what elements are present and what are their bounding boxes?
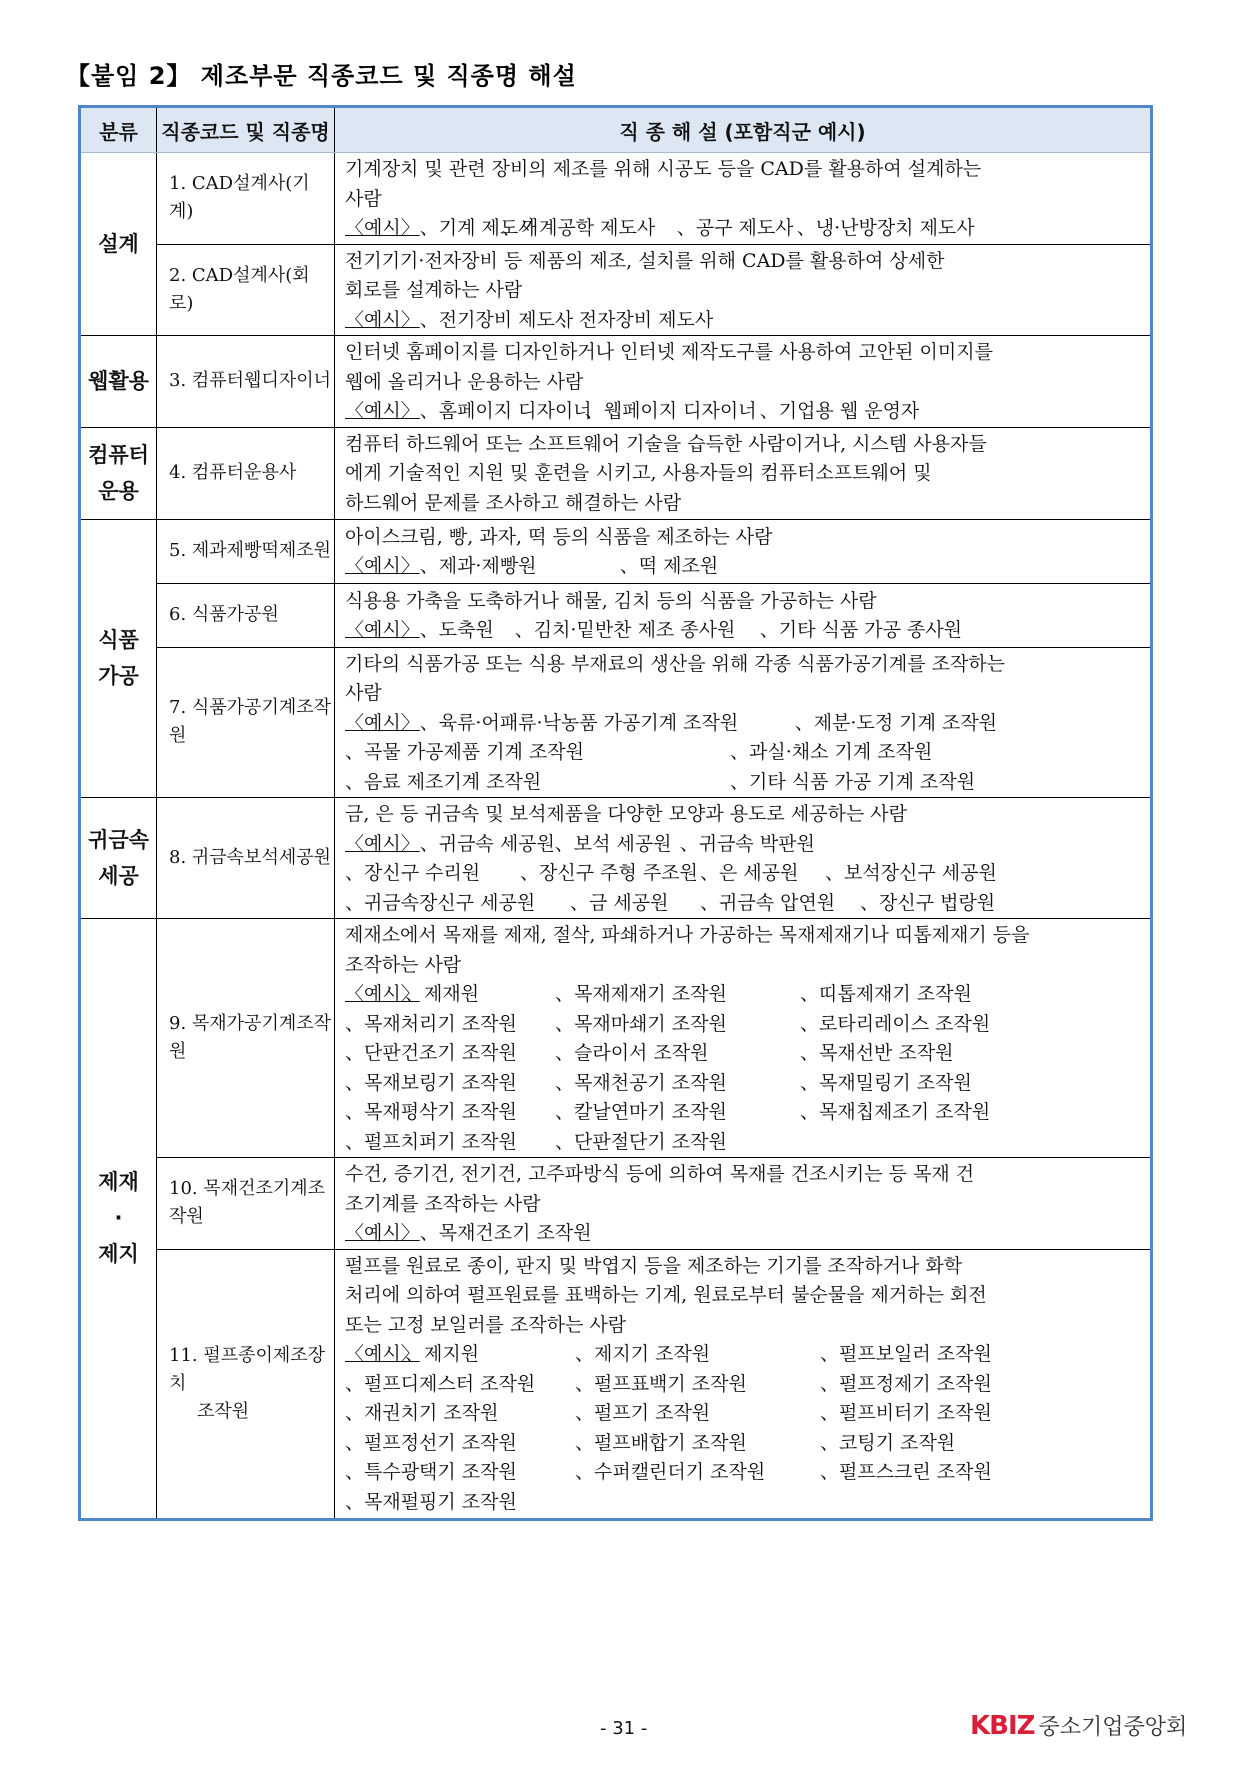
table-row xyxy=(80,153,1152,245)
example-item: 、장신구 수리원 xyxy=(345,862,481,884)
table-row xyxy=(80,647,1152,798)
desc-line: 전기기기·전자장비 등 제품의 제조, 설치를 위해 CAD를 활용하여 상세한 xyxy=(345,249,945,272)
example-item: 、음료 제조기계 조작원 xyxy=(345,770,542,793)
example-item: 、목재천공기 조작원 xyxy=(555,1071,727,1094)
example-item: 、냉·난방장치 제도사 xyxy=(796,217,975,239)
job-code-cell: 8. 귀금속보석세공원 xyxy=(157,798,335,919)
example-label: 〈예시〉 xyxy=(345,711,420,734)
job-code-cell: 10. 목재건조기계조작원 xyxy=(157,1158,335,1250)
header-code: 직종코드 및 직종명 xyxy=(157,107,335,153)
example-label: 〈예시〉 xyxy=(345,619,420,641)
table-row xyxy=(80,336,1152,428)
job-code-table xyxy=(78,105,1153,1521)
example-line xyxy=(345,1069,1142,1099)
job-description-cell xyxy=(335,1158,1152,1250)
example-item: 、떡 제조원 xyxy=(619,555,719,577)
table-row xyxy=(80,798,1152,919)
table-row xyxy=(80,1249,1152,1519)
example-item: 、보석 세공원 xyxy=(554,832,672,855)
page-number: - 31 - xyxy=(600,1718,648,1739)
example-item: 、펄프디제스터 조작원 xyxy=(345,1372,536,1395)
example-item: 、특수광택기 조작원 xyxy=(345,1461,517,1484)
job-code-cell: 1. CAD설계사(기계) xyxy=(157,153,335,245)
desc-line: 조작하는 사람 xyxy=(345,953,462,976)
example-item: 、목재보링기 조작원 xyxy=(345,1071,517,1094)
example-label: 〈예시〉 xyxy=(345,308,420,331)
example-item: 、귀금속 세공원 xyxy=(419,832,555,855)
category-label: 식품 xyxy=(98,628,139,653)
example-item: 、목재평삭기 조작원 xyxy=(345,1101,517,1123)
example-line xyxy=(345,889,1142,919)
example-item: 、단판절단기 조작원 xyxy=(555,1130,727,1153)
desc-line: 하드웨어 문제를 조사하고 해결하는 사람 xyxy=(345,491,682,514)
example-item: 、제지기 조작원 xyxy=(575,1343,711,1366)
job-description-cell xyxy=(335,798,1152,919)
example-line xyxy=(345,1010,1142,1040)
category-label: 제지 xyxy=(98,1242,139,1267)
example-label: 〈예시〉 xyxy=(345,832,420,855)
example-line xyxy=(345,980,1142,1010)
example-item: 、목재처리기 조작원 xyxy=(345,1012,517,1035)
job-code-cell: 3. 컴퓨터웹디자이너 xyxy=(157,336,335,428)
header-category: 분류 xyxy=(80,107,157,153)
example-item: 、김치·밑반찬 제조 종사원 xyxy=(514,619,736,641)
example-line xyxy=(345,1488,1142,1518)
example-item: 、기타 식품 가공 기계 조작원 xyxy=(730,770,976,793)
kbiz-logo xyxy=(970,1710,1187,1741)
example-line xyxy=(345,1370,1142,1400)
example-item: 、귀금속 박판원 xyxy=(679,832,815,855)
table-row xyxy=(80,919,1152,1158)
desc-line: 기타의 식품가공 또는 식용 부재료의 생산을 위해 각종 식품가공기계를 조작하는 xyxy=(345,652,1006,675)
page-title: 【붙임 2】 제조부문 직종코드 및 직종명 해설 xyxy=(66,62,577,90)
example-item: 、장신구 법랑원 xyxy=(860,891,996,914)
example-item: 、수퍼캘린더기 조작원 xyxy=(575,1461,766,1484)
job-code-cell: 7. 식품가공기계조작원 xyxy=(157,647,335,798)
example-line xyxy=(345,1219,1142,1249)
job-code-cell xyxy=(157,1249,335,1519)
example-item: 、금 세공원 xyxy=(570,891,669,914)
category-label: 컴퓨터 xyxy=(88,443,149,467)
example-item: 、목재건조기 조작원 xyxy=(419,1222,592,1244)
example-item: 、도축원 xyxy=(419,619,494,641)
table-row xyxy=(80,427,1152,519)
desc-line: 조기계를 조작하는 사람 xyxy=(345,1192,541,1215)
desc-line: 에게 기술적인 지원 및 훈련을 시키고, 사용자들의 컴퓨터소프트웨어 및 xyxy=(345,462,932,485)
example-line xyxy=(345,1399,1142,1429)
example-item: 、육류·어패류·낙농품 가공기계 조작원 xyxy=(419,711,739,734)
example-label: 〈예시〉 xyxy=(345,555,420,577)
example-line xyxy=(345,1429,1142,1459)
example-item: 、목재제재기 조작원 xyxy=(555,983,727,1005)
logo-brand: KBIZ xyxy=(970,1711,1035,1741)
example-item: 、로타리레이스 조작원 xyxy=(800,1012,991,1035)
desc-line: 펄프를 원료로 종이, 판지 및 박엽지 등을 제조하는 기기를 조작하거나 화학 xyxy=(345,1254,963,1277)
example-item: 、코팅기 조작원 xyxy=(820,1431,956,1454)
category-label: 설계 xyxy=(98,232,139,256)
job-description-cell xyxy=(335,244,1152,336)
example-item: 、제재원 xyxy=(405,983,480,1005)
example-item: 、장신구 주형 주조원 xyxy=(520,862,698,884)
example-label: 〈예시〉 xyxy=(345,1343,420,1366)
example-line xyxy=(345,859,1142,889)
example-line xyxy=(345,397,1142,427)
desc-line: 수건, 증기건, 전기건, 고주파방식 등에 의하여 목재를 건조시키는 등 목재 건 xyxy=(345,1163,975,1185)
example-line xyxy=(345,768,1142,798)
category-label: 가공 xyxy=(98,664,139,689)
example-item: 、단판건조기 조작원 xyxy=(345,1042,517,1064)
category-label: 제재 xyxy=(98,1170,139,1195)
example-line xyxy=(345,306,1142,336)
desc-line: 컴퓨터 하드웨어 또는 소프트웨어 기술을 습득한 사람이거나, 시스템 사용자들 xyxy=(345,432,987,455)
example-label: 〈예시〉 xyxy=(345,217,420,239)
job-code-cell: 6. 식품가공원 xyxy=(157,583,335,647)
example-item: 、펄프치퍼기 조작원 xyxy=(345,1130,517,1153)
example-item: 、제분·도정 기계 조작원 xyxy=(794,711,998,734)
job-description-cell xyxy=(335,919,1152,1158)
table-row xyxy=(80,583,1152,647)
example-line xyxy=(345,616,1142,646)
desc-line: 사람 xyxy=(345,682,382,704)
example-line xyxy=(345,1340,1142,1370)
logo-name: 중소기업중앙회 xyxy=(1038,1715,1188,1740)
example-item: 、웹페이지 디자이너 xyxy=(584,400,757,422)
job-description-cell xyxy=(335,153,1152,245)
job-description-cell xyxy=(335,427,1152,519)
job-description-cell xyxy=(335,647,1152,798)
job-description-cell xyxy=(335,1249,1152,1519)
example-item: 、펄프보일러 조작원 xyxy=(820,1343,992,1366)
example-line xyxy=(345,738,1142,768)
job-code-label: 조작원 xyxy=(197,1400,250,1422)
desc-line: 인터넷 홈페이지를 디자인하거나 인터넷 제작도구를 사용하여 고안된 이미지를 xyxy=(345,341,993,363)
table-row xyxy=(80,244,1152,336)
example-line xyxy=(345,1098,1142,1128)
example-item: 、홈페이지 디자이너 xyxy=(419,400,592,422)
job-code-cell: 4. 컴퓨터운용사 xyxy=(157,427,335,519)
desc-line: 아이스크림, 빵, 과자, 떡 등의 식품을 제조하는 사람 xyxy=(345,525,773,548)
example-line xyxy=(345,1128,1142,1158)
example-item: 、전자장비 제도사 xyxy=(559,308,714,331)
table-row xyxy=(80,519,1152,583)
example-item: 、띠톱제재기 조작원 xyxy=(800,983,972,1005)
example-item: 、기계 제도사 xyxy=(419,217,537,239)
desc-line: 회로를 설계하는 사람 xyxy=(345,279,523,301)
category-cell xyxy=(80,427,157,519)
example-line xyxy=(345,830,1142,860)
example-item: 、펄프정선기 조작원 xyxy=(345,1431,517,1454)
example-item: 、은 세공원 xyxy=(700,862,799,884)
desc-line: 금, 은 등 귀금속 및 보석제품을 다양한 모양과 용도로 세공하는 사람 xyxy=(345,803,907,825)
table-row xyxy=(80,1158,1152,1250)
job-code-cell: 5. 제과제빵떡제조원 xyxy=(157,519,335,583)
example-label: 〈예시〉 xyxy=(345,1222,420,1244)
category-cell xyxy=(80,519,157,798)
desc-line: 제재소에서 목재를 제재, 절삭, 파쇄하거나 가공하는 목재제재기나 띠톱제재기 등을 xyxy=(345,924,1030,946)
example-item: 、목재펄핑기 조작원 xyxy=(345,1490,517,1513)
example-item: 、재권치기 조작원 xyxy=(345,1402,499,1425)
example-item: 、펄프스크린 조작원 xyxy=(820,1461,992,1484)
example-item: 、목재밀링기 조작원 xyxy=(800,1071,972,1094)
category-cell xyxy=(80,153,157,336)
job-code-cell: 9. 목재가공기계조작원 xyxy=(157,919,335,1158)
desc-line: 처리에 의하여 펄프원료를 표백하는 기계, 원료로부터 불순물을 제거하는 회전 xyxy=(345,1284,987,1307)
example-line xyxy=(345,709,1142,739)
example-item: 、귀금속장신구 세공원 xyxy=(345,891,536,914)
job-description-cell xyxy=(335,336,1152,428)
example-label: 〈예시〉 xyxy=(345,983,420,1005)
header-description: 직 종 해 설 (포함직군 예시) xyxy=(335,107,1152,153)
example-line xyxy=(345,1458,1142,1488)
category-cell xyxy=(80,798,157,919)
example-item: 、귀금속 압연원 xyxy=(700,891,836,914)
table-header-row xyxy=(80,107,1152,153)
example-item: 、기계공학 제도사 xyxy=(501,217,656,239)
desc-line: 식용용 가축을 도축하거나 해물, 김치 등의 식품을 가공하는 사람 xyxy=(345,589,877,612)
example-item: 、공구 제도사 xyxy=(676,217,794,239)
category-label: · xyxy=(114,1206,123,1231)
example-label: 〈예시〉 xyxy=(345,400,420,422)
example-item: 、목재칩제조기 조작원 xyxy=(800,1101,991,1123)
example-item: 、펄프비터기 조작원 xyxy=(820,1402,992,1425)
desc-line: 기계장치 및 관련 장비의 제조를 위해 시공도 등을 CAD를 활용하여 설계하는 xyxy=(345,158,982,180)
category-label: 운용 xyxy=(98,479,139,503)
example-item: 、목재선반 조작원 xyxy=(800,1042,954,1064)
category-cell xyxy=(80,919,157,1520)
job-code-label: 11. 펄프종이제조장치 xyxy=(169,1344,326,1394)
example-line xyxy=(345,552,1142,582)
example-item: 、제지원 xyxy=(405,1343,480,1366)
example-item: 、칼날연마기 조작원 xyxy=(555,1101,727,1123)
example-item: 、과실·채소 기계 조작원 xyxy=(730,741,933,763)
example-item: 、펄프기 조작원 xyxy=(575,1402,711,1425)
example-item: 、곡물 가공제품 기계 조작원 xyxy=(345,741,585,763)
job-code-cell: 2. CAD설계사(회로) xyxy=(157,244,335,336)
example-line xyxy=(345,214,1142,244)
example-item: 、펄프정제기 조작원 xyxy=(820,1372,992,1395)
example-item: 、전기장비 제도사 xyxy=(419,308,574,331)
category-label: 귀금속 xyxy=(88,828,149,852)
example-item: 、보석장신구 세공원 xyxy=(825,862,997,884)
example-item: 、기업용 웹 운영자 xyxy=(759,400,920,422)
job-description-cell xyxy=(335,583,1152,647)
desc-line: 사람 xyxy=(345,187,382,210)
example-item: 、펄프표백기 조작원 xyxy=(575,1372,747,1395)
example-item: 、목재마쇄기 조작원 xyxy=(555,1012,727,1035)
job-description-cell xyxy=(335,519,1152,583)
category-label: 세공 xyxy=(98,864,139,888)
desc-line: 웹에 올리거나 운용하는 사람 xyxy=(345,370,584,393)
category-label: 웹활용 xyxy=(88,369,149,394)
example-item: 、펄프배합기 조작원 xyxy=(575,1431,747,1454)
desc-line: 또는 고정 보일러를 조작하는 사람 xyxy=(345,1313,627,1336)
example-item: 、슬라이서 조작원 xyxy=(555,1042,709,1064)
category-cell xyxy=(80,336,157,428)
example-line xyxy=(345,1039,1142,1069)
example-item: 、제과·제빵원 xyxy=(419,555,537,577)
example-item: 、기타 식품 가공 종사원 xyxy=(759,619,963,641)
